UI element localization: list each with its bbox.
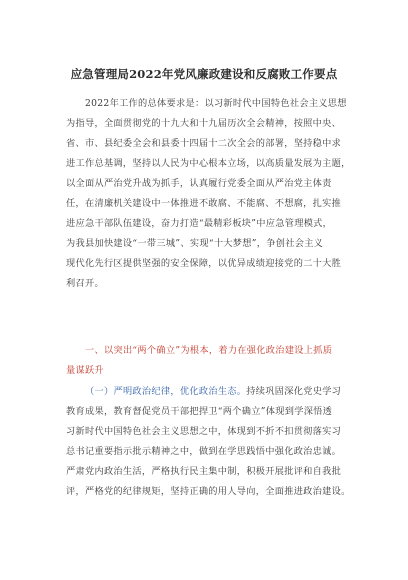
subsection-1-heading: （一）严明政治纪律，优化政治生态。 — [85, 386, 247, 397]
paragraph-line: 严肃党内政治生活，严格执行民主集中制，积极开展批评和自我批 — [66, 466, 342, 477]
subsection-1-paragraph — [66, 382, 356, 502]
paragraph-line: 以全面从严治党升战为抓手，认真履行党委全面从严治党主体责 — [66, 178, 332, 189]
paragraph-line: 2022年工作的总体要求是：以习新时代中国特色社会主义思想 — [85, 98, 347, 109]
section-1-heading — [66, 341, 356, 381]
paragraph-line: 进应急干部队伍建设，奋力打造“最精彩板块”中应急管理模式， — [66, 218, 333, 229]
paragraph-line: 任，在清廉机关建设中一体推进不敢腐、不能腐、不想腐，扎实推 — [66, 198, 342, 209]
heading-line: 量谋跃升 — [66, 365, 104, 376]
paragraph-line — [66, 382, 356, 402]
heading-line: 一、以突出“两个确立”为根本，着力在强化政治建设上抓质 — [85, 345, 333, 356]
paragraph-line: 评，严格党的纪律规矩，坚持正确的用人导向，全面推进政治建设。 — [66, 486, 351, 497]
paragraph-line: 省、市、县纪委全会和县委十四届十二次全会的部署，坚持稳中求 — [66, 138, 342, 149]
paragraph-line: 习新时代中国特色社会主义思想之中，体现到不折不扣贯彻落实习 — [66, 426, 342, 437]
paragraph-line: 教育成果，教育督促党员干部把捍卫“两个确立”体现到学深悟透 — [66, 406, 333, 417]
paragraph-line: 为指导，全面贯彻党的十九大和十九届历次全会精神，按照中央、 — [66, 118, 342, 129]
intro-paragraph — [66, 94, 356, 294]
document-title: 应急管理局2022年党风廉政建设和反腐败工作要点 — [70, 67, 338, 81]
paragraph-line: 为我县加快建设“一带三城”、实现“十大梦想”，争创社会主义 — [66, 238, 324, 249]
paragraph-line: 总书记重要指示批示精神之中，做到在学思践悟中强化政治忠诚。 — [66, 446, 342, 457]
paragraph-line: 利召开。 — [66, 278, 104, 289]
paragraph-text: 持续巩固深化党史学习 — [246, 386, 342, 397]
paragraph-line: 进工作总基调，坚持以人民为中心根本立场，以高质量发展为主题， — [66, 158, 351, 169]
paragraph-line: 现代化先行区提供坚强的安全保障，以优异成绩迎接党的二十大胜 — [66, 258, 342, 269]
